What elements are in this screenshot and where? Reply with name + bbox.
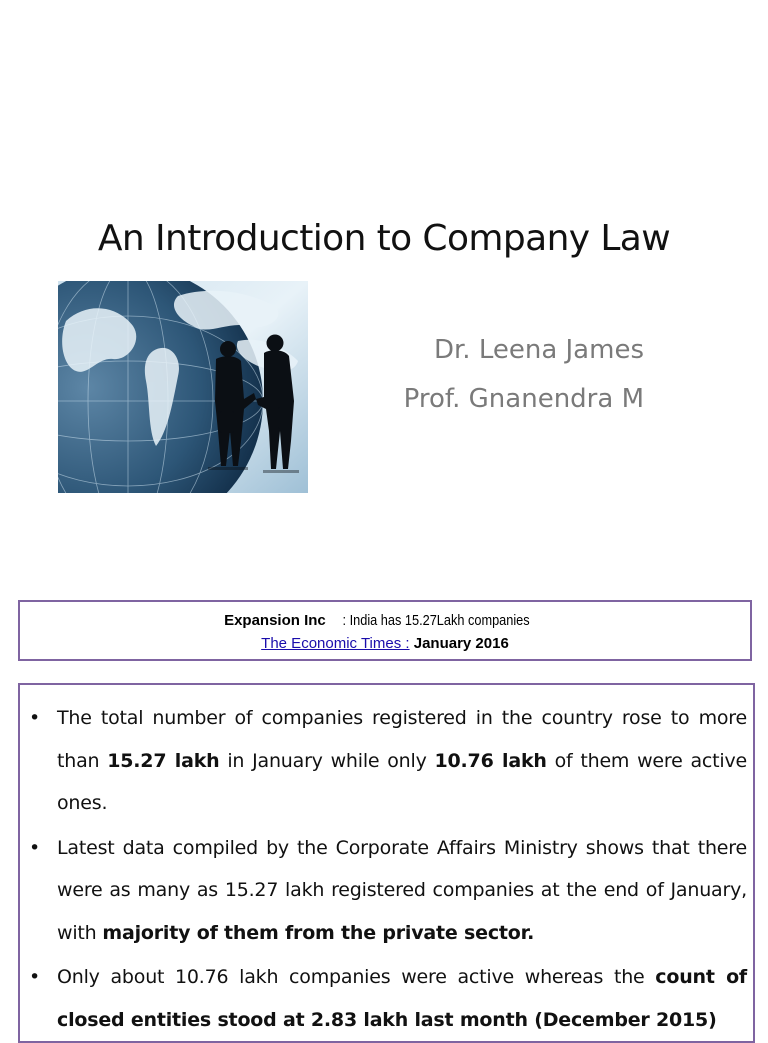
bullet-item: [20, 697, 753, 825]
slide-title: An Introduction to Company Law: [97, 218, 671, 259]
source-headline-line: [20, 612, 750, 629]
content-box: [18, 683, 755, 1043]
source-headline: : India has 15.27Lakh companies: [342, 612, 530, 629]
bullet-emphasis: count of closed entities stood at 2.83 lakh last month (December 2015): [57, 966, 747, 1031]
bullet-emphasis: majority of them from the private sector.: [102, 921, 535, 944]
source-publication-line: [20, 635, 750, 652]
bullet-text: Latest data compiled by the Corporate Affairs Ministry shows that there were as many as 15.27 lakh registered companies at the end of January, with: [57, 836, 747, 944]
source-label: Expansion Inc: [224, 612, 326, 629]
bullet-emphasis: 15.27 lakh: [107, 749, 220, 772]
publication-link[interactable]: The Economic Times :: [261, 635, 410, 652]
bullet-emphasis: 10.76 lakh: [434, 749, 547, 772]
bullet-item: [20, 956, 753, 1041]
bullet-text: Only about 10.76 lakh companies were active whereas the: [57, 966, 656, 988]
bullet-text: The total number of companies registered in the country rose to more than: [57, 707, 747, 772]
author-name: Dr. Leena James: [433, 335, 644, 365]
bullet-list: [20, 697, 753, 1043]
bullet-text: of them were active ones.: [57, 749, 748, 814]
bullet-text: in January while only: [219, 749, 435, 772]
author-name: Prof. Gnanendra M: [403, 384, 644, 414]
globe-handshake-image: [58, 281, 308, 493]
publication-date: January 2016: [413, 635, 509, 652]
source-citation-box: [18, 600, 752, 661]
bullet-item: [20, 827, 753, 955]
